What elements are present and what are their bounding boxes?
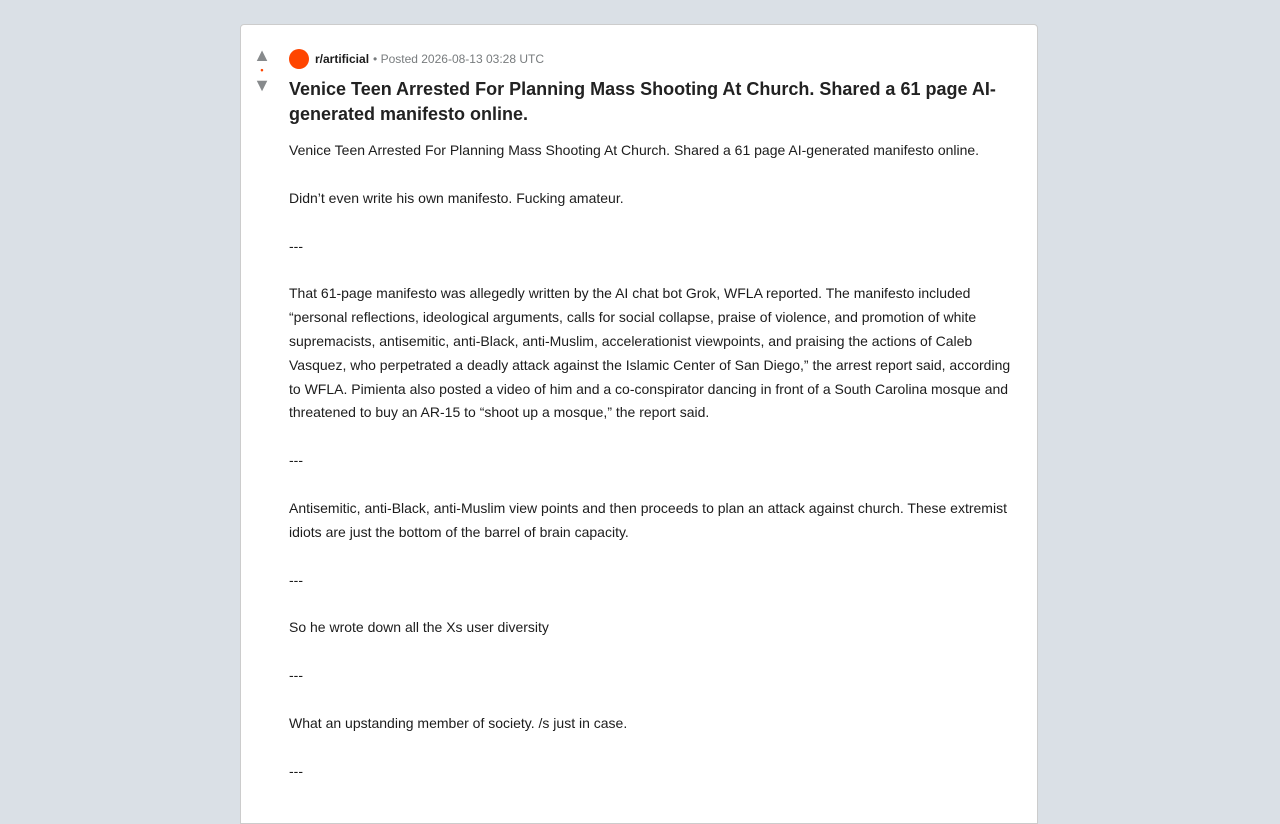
- post-meta: [289, 49, 1014, 69]
- post-content: [289, 49, 1014, 808]
- body-paragraph: Venice Teen Arrested For Planning Mass Shooting At Church. Shared a 61 page AI-generated manifesto online.: [289, 142, 980, 158]
- body-paragraph: Antisemitic, anti-Black, anti-Muslim view points and then proceeds to plan an attack against church. These extremist idiots are just the bottom of the barrel of brain capacity.: [289, 499, 1007, 540]
- post-card: [240, 24, 1038, 824]
- upvote-icon[interactable]: ▲: [253, 45, 271, 65]
- body-separator: ---: [289, 237, 303, 254]
- downvote-icon[interactable]: ▼: [253, 75, 271, 95]
- vote-column: [241, 45, 283, 95]
- vote-score: •: [260, 65, 264, 75]
- body-separator: ---: [289, 762, 303, 779]
- body-paragraph: Didn’t even write his own manifesto. Fucking amateur.: [289, 189, 624, 206]
- body-paragraph: What an upstanding member of society. /s just in case.: [289, 714, 628, 731]
- body-separator: ---: [289, 667, 303, 684]
- body-paragraph: That 61-page manifesto was allegedly written by the AI chat bot Grok, WFLA reported. The manifesto included “personal reflections, ideological arguments, calls for social collapse, praise of violence, and promotion of white supremacists, antisemitic, anti-Black, anti-Muslim, accelerationist viewpoints, and praising the actions of Caleb Vasquez, who perpetrated a deadly attack against the Islamic Center of San Diego,” the arrest report said, according to WFLA. Pimienta also posted a video of him and a co-conspirator dancing in front of a South Carolina mosque and threatened to buy an AR-15 to “shoot up a mosque,” the report said.: [289, 285, 1011, 421]
- body-paragraph: So he wrote down all the Xs user diversity: [289, 619, 549, 636]
- post-title[interactable]: Venice Teen Arrested For Planning Mass Shooting At Church. Shared a 61 page AI-generated manifesto online.: [289, 79, 996, 124]
- subreddit-avatar[interactable]: [289, 49, 309, 69]
- subreddit-link[interactable]: r/artificial: [315, 52, 370, 66]
- post-body: [289, 139, 1014, 784]
- post-timestamp: • Posted 2026-08-13 03:28 UTC: [373, 52, 545, 66]
- body-separator: ---: [289, 452, 303, 469]
- body-separator: ---: [289, 571, 303, 588]
